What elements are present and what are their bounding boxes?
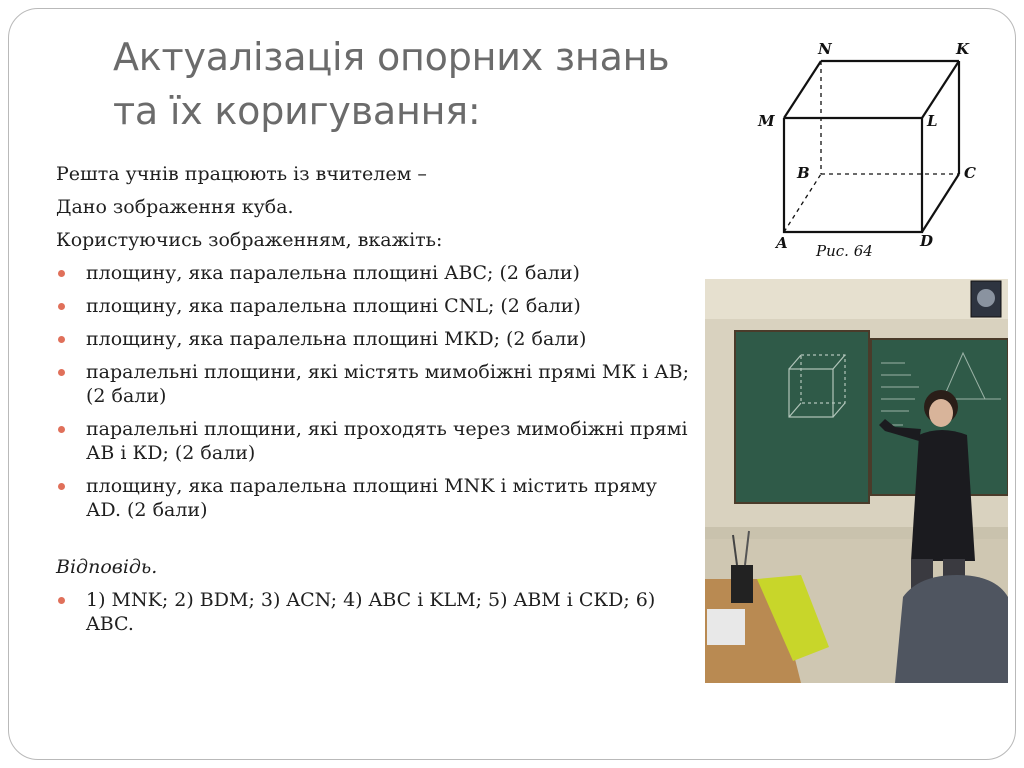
cube-label-n: N bbox=[818, 40, 832, 58]
title-line-2: та їх коригування: bbox=[113, 89, 481, 133]
cube-label-k: K bbox=[956, 40, 970, 58]
cube-caption: Рис. 64 bbox=[816, 242, 873, 256]
task-item-2: площину, яка паралельна площині СNL; (2 бали) bbox=[56, 294, 696, 318]
answer-list bbox=[56, 588, 696, 636]
cube-label-l: L bbox=[927, 112, 938, 130]
answer-heading: Відповідь. bbox=[56, 556, 158, 578]
cube-label-b: B bbox=[797, 164, 810, 182]
cube-edge-lk bbox=[922, 61, 959, 118]
cube-hidden-ab bbox=[784, 174, 821, 232]
slide-title bbox=[113, 30, 733, 138]
answer-item: 1) MNK; 2) BDM; 3) ACN; 4) ABC і KLM; 5) ABM і СКD; 6) ABC. bbox=[56, 588, 696, 636]
title-line-1: Актуалізація опорних знань bbox=[113, 35, 670, 79]
task-item-3: площину, яка паралельна площині МКD; (2 бали) bbox=[56, 327, 696, 351]
cube-label-c: C bbox=[964, 164, 976, 182]
cube-label-a: A bbox=[776, 234, 788, 252]
task-item-6: площину, яка паралельна площині MNK і містить пряму АD. (2 бали) bbox=[56, 474, 696, 522]
intro-line-1: Решта учнів працюють із вчителем – bbox=[56, 163, 427, 185]
task-item-4: паралельні площини, які містять мимобіжні прямі МК і АВ; (2 бали) bbox=[56, 360, 696, 408]
intro-line-3: Користуючись зображенням, вкажіть: bbox=[56, 229, 443, 251]
cube-figure bbox=[752, 34, 1012, 256]
slide-body bbox=[56, 162, 696, 645]
cube-edge-dc bbox=[922, 174, 959, 232]
classroom-photo bbox=[705, 279, 1008, 683]
cube-edge-mn bbox=[784, 61, 821, 118]
task-item-5: паралельні площини, які проходять через мимобіжні прямі АВ і КD; (2 бали) bbox=[56, 417, 696, 465]
task-item-1: площину, яка паралельна площині АВС; (2 бали) bbox=[56, 261, 696, 285]
cube-label-m: M bbox=[758, 112, 775, 130]
task-list bbox=[56, 261, 696, 522]
cube-label-d: D bbox=[920, 232, 934, 250]
chair bbox=[895, 575, 1008, 683]
intro-line-2: Дано зображення куба. bbox=[56, 196, 294, 218]
